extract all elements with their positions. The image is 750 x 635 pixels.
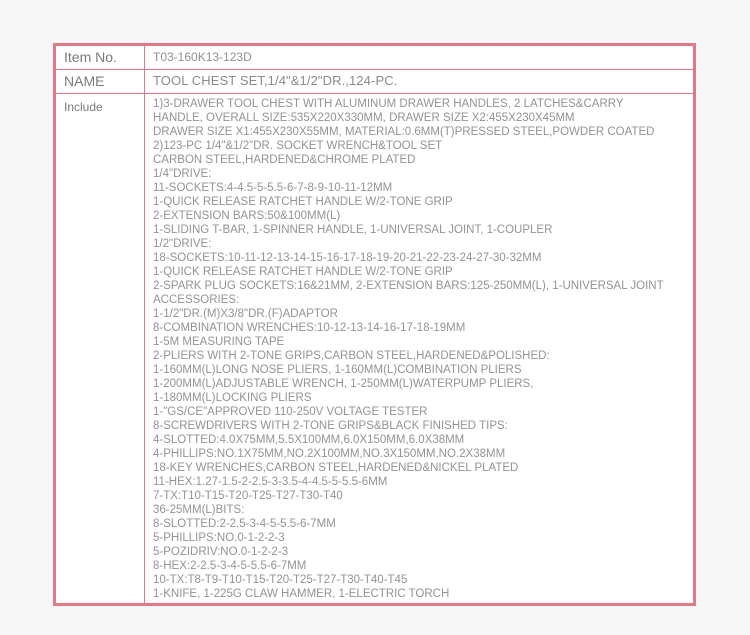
name-row bbox=[56, 70, 694, 94]
name-value: TOOL CHEST SET,1/4"&1/2"DR.,124-PC. bbox=[153, 73, 398, 88]
include-row bbox=[56, 94, 694, 604]
item-no-row bbox=[56, 46, 694, 70]
include-line: 1/2"DRIVE: bbox=[153, 238, 212, 250]
include-line: 11-SOCKETS:4-4.5-5-5.5-6-7-8-9-10-11-12MM bbox=[153, 182, 393, 194]
include-line: 8-SLOTTED:2-2.5-3-4-5-5.5-6-7MM bbox=[153, 518, 336, 530]
include-line: 36-25MM(L)BITS: bbox=[153, 504, 245, 516]
include-line: 18-SOCKETS:10-11-12-13-14-15-16-17-18-19-20-21-22-23-24-27-30-32MM bbox=[153, 252, 542, 264]
include-line: 4-PHILLIPS:NO.1X75MM,NO.2X100MM,NO.3X150MM,NO.2X38MM bbox=[153, 448, 506, 460]
include-line: 1-160MM(L)LONG NOSE PLIERS, 1-160MM(L)COMBINATION PLIERS bbox=[153, 364, 522, 376]
include-line: ACCESSORIES: bbox=[153, 294, 240, 306]
include-value-cell bbox=[145, 94, 694, 604]
include-line: 4-SLOTTED:4.0X75MM,5.5X100MM,6.0X150MM,6.0X38MM bbox=[153, 434, 465, 446]
name-label: NAME bbox=[64, 73, 105, 89]
include-line: DRAWER SIZE X1:455X230X55MM, MATERIAL:0.6MM(T)PRESSED STEEL,POWDER COATED bbox=[153, 126, 655, 138]
include-line: 2-EXTENSION BARS:50&100MM(L) bbox=[153, 210, 341, 222]
include-line: CARBON STEEL,HARDENED&CHROME PLATED bbox=[153, 154, 416, 166]
include-line: 2-PLIERS WITH 2-TONE GRIPS,CARBON STEEL,HARDENED&POLISHED: bbox=[153, 350, 550, 362]
include-line: 1-"GS/CE"APPROVED 110-250V VOLTAGE TESTER bbox=[153, 406, 428, 418]
include-line: 1-QUICK RELEASE RATCHET HANDLE W/2-TONE GRIP bbox=[153, 196, 453, 208]
include-line: 1-180MM(L)LOCKING PLIERS bbox=[153, 392, 312, 404]
include-line: 1-QUICK RELEASE RATCHET HANDLE W/2-TONE GRIP bbox=[153, 266, 453, 278]
include-label-cell bbox=[56, 94, 145, 604]
include-line: 1)3-DRAWER TOOL CHEST WITH ALUMINUM DRAWER HANDLES, 2 LATCHES&CARRY bbox=[153, 98, 624, 110]
include-line: 11-HEX:1.27-1.5-2-2.5-3-3.5-4-4.5-5-5.5-6MM bbox=[153, 476, 388, 488]
include-line: 18-KEY WRENCHES,CARBON STEEL,HARDENED&NICKEL PLATED bbox=[153, 462, 519, 474]
include-line: 1-5M MEASURING TAPE bbox=[153, 336, 285, 348]
include-line: 8-HEX:2-2.5-3-4-5-5.5-6-7MM bbox=[153, 560, 307, 572]
spec-table bbox=[55, 45, 694, 604]
include-label: Include bbox=[64, 100, 103, 114]
name-value-cell bbox=[145, 70, 694, 94]
include-line: 1-KNIFE, 1-225G CLAW HAMMER, 1-ELECTRIC TORCH bbox=[153, 588, 450, 600]
include-line: 1-SLIDING T-BAR, 1-SPINNER HANDLE, 1-UNIVERSAL JOINT, 1-COUPLER bbox=[153, 224, 553, 236]
item-no-value: T03-160K13-123D bbox=[153, 50, 252, 64]
item-no-label: Item No. bbox=[64, 49, 117, 65]
include-line: 1-200MM(L)ADJUSTABLE WRENCH, 1-250MM(L)WATERPUMP PLIERS, bbox=[153, 378, 534, 390]
item-no-value-cell bbox=[145, 46, 694, 70]
include-line: 2)123-PC 1/4"&1/2"DR. SOCKET WRENCH&TOOL SET bbox=[153, 140, 443, 152]
include-line: 2-SPARK PLUG SOCKETS:16&21MM, 2-EXTENSION BARS:125-250MM(L), 1-UNIVERSAL JOINT bbox=[153, 280, 664, 292]
include-line: HANDLE, OVERALL SIZE:535X220X330MM, DRAWER SIZE X2:455X230X45MM bbox=[153, 112, 575, 124]
include-line: 8-COMBINATION WRENCHES:10-12-13-14-16-17-18-19MM bbox=[153, 322, 466, 334]
include-line: 5-POZIDRIV:NO.0-1-2-2-3 bbox=[153, 546, 289, 558]
include-line: 1/4"DRIVE: bbox=[153, 168, 212, 180]
include-line: 1-1/2"DR.(M)X3/8"DR.(F)ADAPTOR bbox=[153, 308, 338, 320]
item-no-label-cell bbox=[56, 46, 145, 70]
include-list bbox=[153, 94, 687, 603]
name-label-cell bbox=[56, 70, 145, 94]
include-line: 5-PHILLIPS:NO.0-1-2-2-3 bbox=[153, 532, 285, 544]
include-line: 8-SCREWDRIVERS WITH 2-TONE GRIPS&BLACK FINISHED TIPS: bbox=[153, 420, 508, 432]
include-line: 10-TX:T8-T9-T10-T15-T20-T25-T27-T30-T40-T45 bbox=[153, 574, 408, 586]
include-line: 7-TX:T10-T15-T20-T25-T27-T30-T40 bbox=[153, 490, 343, 502]
